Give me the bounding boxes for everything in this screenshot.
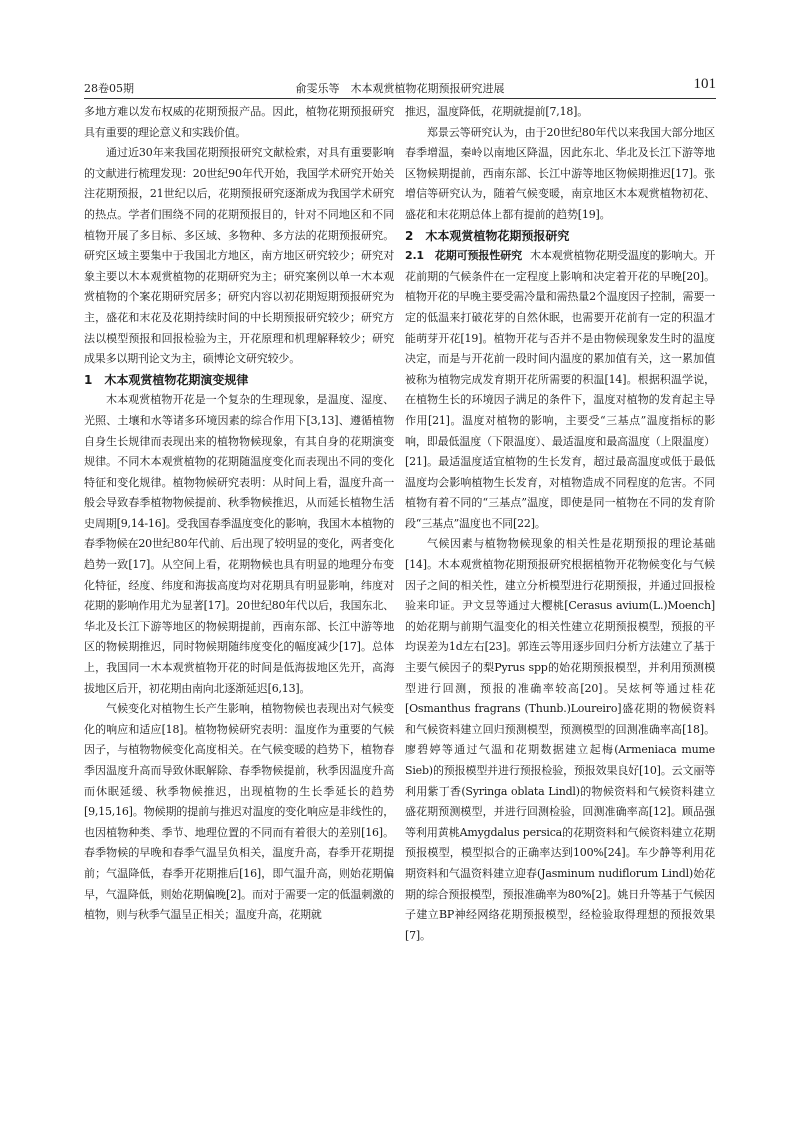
paragraph: 木本观赏植物开花是一个复杂的生理现象，是温度、湿度、光照、土壤和水等诸多环境因素的综合作用下[3,13]、遵循植物自身生长规律而表现出来的植物物候现象，有其自身的花期演变规律。不同木本观赏植物的花期随温度变化而表现出不同的变化特征和变化规律。植物物候研究表明：从时间上看，温度升高一般会导致春季植物物候提前、秋季物候推迟，从而延长植物生活史周期[9,14-16]。受我国春季温度变化的影响，我国木本植物的春季物候在20世纪80年代前、后出现了较明显的变化，两者变化趋势一致[17]。从空间上看，花期物候也具有明显的地理分布变化特征，经度、纬度和海拔高度均对花期具有明显影响，纬度对花期的影响作用尤为显著[17]。20世纪80年代以后，我国东北、华北及长江下游等地区的物候期提前，西南东部、长江中游等地区的物候期推迟，同时物候期随纬度变化的幅度减少[17]。总体上，我国同一木本观赏植物开花的时间是低海拔地区先开，高海拔地区后开，初花期由南向北逐渐延迟[6,13]。 <box>84 393 394 695</box>
paragraph: 多地方难以发布权威的花期预报产品。因此，植物花期预报研究具有重要的理论意义和实践价值。 <box>84 105 394 139</box>
paragraph-text: 木本观赏植物花期受温度的影响大。开花前期的气候条件在一定程度上影响和决定着开花的早晚[20]。植物开花的早晚主要受需冷量和需热量2个温度因子控制，需要一定的低温来打破花芽的自然休眠，也需要开花前有一定的积温才能萌芽开花[19]。植物开花与否并不是由物候现象发生时的温度决定，而是与开花前一段时间内温度的累加值有关，这一累加值被称为植物完成发育期开花所需要的积温[14]。根据积温学说，在植物生长的环境因子满足的条件下，温度对植物的发育起主导作用[21]。温度对植物的影响，主要受“三基点”温度指标的影响，即最低温度（下限温度）、最适温度和最高温度（上限温度）[21]。最适温度适宜植物的生长发育，超过最高温度或低于最低温度均会影响植物生长发育，对植物造成不同程度的危害。不同植物有着不同的“三基点”温度，即使是同一植物在不同的发育阶段“三基点”温度也不同[22]。 <box>405 249 715 530</box>
running-title: 俞雯乐等 木本观赏植物花期预报研究进展 <box>295 82 505 95</box>
left-column <box>84 102 394 926</box>
right-column <box>405 102 715 946</box>
section-heading-1: 1 木本观赏植物花期演变规律 <box>84 372 249 387</box>
paragraph: 推迟，温度降低，花期就提前[7,18]。 <box>405 105 589 118</box>
paragraph: 通过近30年来我国花期预报研究文献检索，对具有重要影响的文献进行梳理发现：20世纪90年代开始，我国学术研究开始关注花期预报，21世纪以后，花期预报研究逐渐成为我国学术研究的热点。学者们围绕不同的花期预报目的，针对不同地区和不同植物开展了多目标、多区域、多物种、多方法的花期预报研究。研究区域主要集中于我国北方地区，南方地区研究较少；研究对象主要以木本观赏植物的花期研究为主；研究案例以单一木本观赏植物的个案花期研究居多；研究内容以初花期短期预报研究为主，盛花和末花及花期持续时间的中长期预报研究较少；研究方法以模型预报和回报检验为主，开花原理和机理解释较少；研究成果多以期刊论文为主，硕博论文研究较少。 <box>84 146 394 366</box>
subsection-paragraph <box>405 246 715 534</box>
volume-issue: 28卷05期 <box>84 82 134 95</box>
paragraph: 郑景云等研究认为，由于20世纪80年代以来我国大部分地区春季增温，秦岭以南地区降温，因此东北、华北及长江下游等地区物候期提前，西南东部、长江中游等地区物候期推迟[17]。张增信等研究认为，随着气候变暖，南京地区木本观赏植物初花、盛花和末花期总体上都有提前的趋势[19]。 <box>405 125 715 221</box>
section-heading-2: 2 木本观赏植物花期预报研究 <box>405 228 570 243</box>
page-number: 101 <box>693 76 716 92</box>
subsection-heading-2-1: 2.1 花期可预报性研究 <box>405 249 522 263</box>
paragraph: 气候变化对植物生长产生影响，植物物候也表现出对气候变化的响应和适应[18]。植物物候研究表明：温度作为重要的气候因子，与植物物候变化高度相关。在气候变暖的趋势下，植物春季因温度升高而导致休眠解除、春季物候提前，秋季因温度升高而休眠延缓、秋季物候推迟，出现植物的生长季延长的趋势[9,15,16]。物候期的提前与推迟对温度的变化响应是非线性的，也因植物种类、季节、地理位置的不同而有着很大的差别[16]。春季物候的早晚和春季气温呈负相关，温度升高，春季开花期提前；气温降低，春季开花期推后[16]，即气温升高，则始花期偏早，气温降低，则始花期偏晚[2]。而对于需要一定的低温刺激的植物，则与秋季气温呈正相关；温度升高，花期就 <box>84 702 394 922</box>
running-header <box>84 76 716 99</box>
paragraph: 气候因素与植物物候现象的相关性是花期预报的理论基础[14]。木本观赏植物花期预报研究根据植物开花物候变化与气候因子之间的相关性，建立分析模型进行花期预报，并通过回报检验来印证。尹文昱等通过大樱桃[Cerasus avium(L.)Moench]的始花期与前期气温变化的相关性建立花期预报模型，预报的平均误差为1d左右[23]。郭连云等用逐步回归分析方法建立了基于主要气候因子的梨Pyrus spp的始花期预报模型，并利用预测模型进行回测，预报的准确率较高[20]。吴炫柯等通过桂花[Osmanthus fragrans (Thunb.)Loureiro]盛花期的物候资料和气候资料建立回归预测模型，预测模型的回测准确率高[18]。廖碧婷等通过气温和花期数据建立起梅(Armeniaca mume Sieb)的预报模型并进行预报检验，预报效果良好[10]。云文丽等利用紫丁香(Syringa oblata Lindl)的物候资料和气候资料建立盛花期预测模型，并进行回测检验，回测准确率高[12]。顾品强等利用黄桃Amygdalus persica的花期资料和气候资料建立花期预报模型，模型拟合的正确率达到100%[24]。车少静等利用花期资料和气温资料建立迎春(Jasminum nudiflorum Lindl)始花期的综合预报模型，预报准确率为80%[2]。姚日升等基于气候因子建立BP神经网络花期预报模型，经检验取得理想的预报效果[7]。 <box>405 537 715 942</box>
